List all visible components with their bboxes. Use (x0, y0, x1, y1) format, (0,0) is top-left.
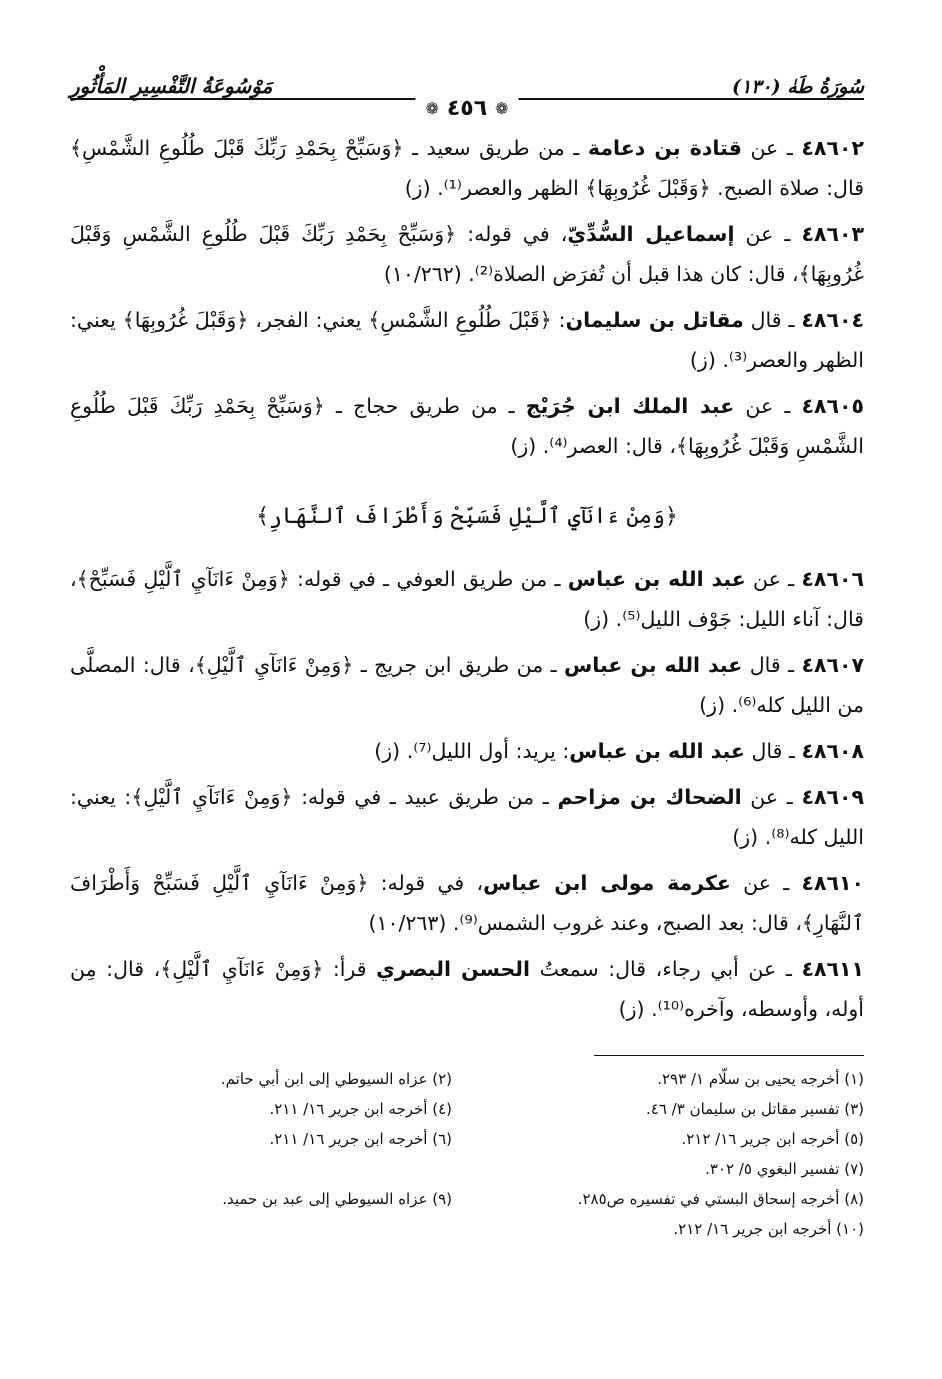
narrator-name: مقاتل بن سليمان (565, 308, 744, 332)
entry-number: ٤٨٦٠٤ (801, 308, 864, 332)
narrator-name: عبد الله بن عباس (567, 567, 746, 591)
narration-entry (70, 645, 864, 725)
entry-prefix: ـ عن أبي رجاء، قال: سمعتُ (530, 957, 802, 981)
footnote-spacer (70, 1216, 452, 1242)
footnote: (٨) أخرجه إسحاق البستي في تفسيره ص٢٨٥. (577, 1190, 864, 1208)
entry-text: ، في قوله: ﴿وَسَبِّحْ بِحَمْدِ رَبِّكَ قَبْلَ طُلُوعِ الشَّمْسِ وَقَبْلَ غُرُوبِهَا﴾، قال: كان هذا قبل أن تُفرَض الصلاة⁽²⁾. (١٠/٢٦٢) (70, 222, 864, 286)
narration-entry (70, 386, 864, 466)
entry-prefix: ـ قال (744, 739, 802, 763)
verse-heading: ﴿وَمِنْ ءَانَآيِ ٱلَّيْلِ فَسَبِّحْ وَأَطْرَافَ ٱلنَّهَارِ﴾ (256, 504, 678, 529)
footnote-divider (594, 1055, 864, 1056)
page-number: ٤٥٦ (446, 96, 488, 121)
footnote: (٩) عزاه السيوطي إلى عبد بن حميد. (222, 1190, 452, 1208)
narrator-name: عكرمة مولى ابن عباس (483, 871, 731, 895)
entry-prefix: ـ قال (743, 308, 802, 332)
entry-number: ٤٨٦١٠ (801, 871, 864, 895)
entry-number: ٤٨٦٠٦ (801, 567, 864, 591)
entry-prefix: ـ قال (742, 653, 802, 677)
entry-text: ـ من طريق سعيد ـ ﴿وَسَبِّحْ بِحَمْدِ رَبِّكَ قَبْلَ طُلُوعِ الشَّمْسِ﴾ قال: صلاة الصبح. ﴿وَقَبْلَ غُرُوبِهَا﴾ الظهر والعصر⁽¹⁾. (ز) (70, 136, 864, 200)
footnote: (٢) عزاه السيوطي إلى ابن أبي حاتم. (220, 1070, 452, 1088)
entry-prefix: ـ عن (734, 222, 802, 246)
footnote: (٤) أخرجه ابن جرير ١٦/ ٢١١. (269, 1100, 452, 1118)
footnote: (١٠) أخرجه ابن جرير ١٦/ ٢١٢. (673, 1220, 864, 1238)
entry-text: ـ من طريق العوفي ـ في قوله: ﴿وَمِنْ ءَانَآيِ ٱلَّيْلِ فَسَبِّحْ﴾، قال: آناء الليل: جَوْف الليل⁽⁵⁾. (ز) (70, 567, 864, 631)
entry-text: ، في قوله: ﴿وَمِنْ ءَانَآيِ ٱلَّيْلِ فَسَبِّحْ وَأَطْرَافَ ٱلنَّهَارِ﴾، قال: بعد الصبح، وعند غروب الشمس⁽⁹⁾. (١٠/٢٦٣) (70, 871, 864, 935)
footnote-spacer (70, 1156, 452, 1182)
entry-text: ـ من طريق حجاج ـ ﴿وَسَبِّحْ بِحَمْدِ رَبِّكَ قَبْلَ طُلُوعِ الشَّمْسِ وَقَبْلَ غُرُوبِهَا﴾، قال: العصر⁽⁴⁾. (ز) (70, 394, 864, 458)
entry-text: ـ من طريق ابن جريج ـ ﴿وَمِنْ ءَانَآيِ ٱلَّيْلِ﴾، قال: المصلَّى من الليل كله⁽⁶⁾. (ز) (70, 653, 864, 717)
narration-entry (70, 777, 864, 857)
narrator-name: الحسن البصري (376, 957, 530, 981)
narrator-name: عبد الله بن عباس (564, 653, 743, 677)
entry-prefix: ـ عن (741, 136, 802, 160)
entry-prefix: ـ عن (734, 394, 802, 418)
narration-entry (70, 731, 864, 771)
entry-number: ٤٨٦١١ (801, 957, 865, 981)
page-body (70, 128, 864, 1242)
footnote: (٦) أخرجه ابن جرير ١٦/ ٢١١. (269, 1130, 452, 1148)
narrator-name: إسماعيل السُّدِّيّ (567, 222, 735, 246)
entry-number: ٤٨٦٠٩ (801, 785, 864, 809)
book-title: مَوْسُوعَةُ التَّفْسِيرِ المَأْثُورِ (70, 74, 273, 98)
footnote: (١) أخرجه يحيى بن سلّام ١/ ٢٩٣. (657, 1070, 864, 1088)
entry-prefix: ـ عن (745, 567, 802, 591)
narration-entry (70, 128, 864, 208)
entry-number: ٤٨٦٠٨ (801, 739, 864, 763)
narrator-name: عبد الله بن عباس (569, 739, 745, 763)
entry-text: ـ من طريق عبيد ـ في قوله: ﴿وَمِنْ ءَانَآيِ ٱلَّيْلِ﴾: يعني: الليل كله⁽⁸⁾. (ز) (70, 785, 864, 849)
footnote: (٥) أخرجه ابن جرير ١٦/ ٢١٢. (681, 1130, 864, 1148)
entry-number: ٤٨٦٠٢ (801, 136, 864, 160)
narrator-name: قتادة بن دعامة (587, 136, 742, 160)
footnotes (70, 1066, 864, 1242)
narrator-name: الضحاك بن مزاحم (557, 785, 742, 809)
narration-entry (70, 559, 864, 639)
narration-entry (70, 300, 864, 380)
entry-number: ٤٨٦٠٧ (801, 653, 865, 677)
entry-prefix: ـ عن (741, 785, 802, 809)
narration-entry (70, 214, 864, 294)
footnote: (٧) تفسير البغوي ٥/ ٣٠٢. (705, 1160, 864, 1178)
surah-title: سُورَةُ طَهٰ (١٣٠) (731, 76, 864, 98)
ornament-icon: ❁ (425, 99, 439, 118)
entry-text: قرأ: ﴿وَمِنْ ءَانَآيِ ٱلَّيْلِ﴾، قال: مِن أوله، وأوسطه، وآخره⁽¹⁰⁾. (ز) (70, 957, 864, 1021)
ornament-icon: ❁ (495, 99, 509, 118)
page-number-box (415, 96, 518, 121)
entry-text: : ﴿قَبْلَ طُلُوعِ الشَّمْسِ﴾ يعني: الفجر، ﴿وَقَبْلَ غُرُوبِهَا﴾ يعني: الظهر والعصر⁽³⁾. (ز) (70, 308, 864, 372)
narration-entry (70, 949, 864, 1029)
narration-entry (70, 863, 864, 943)
entry-number: ٤٨٦٠٣ (801, 222, 864, 246)
entry-number: ٤٨٦٠٥ (801, 394, 864, 418)
footnote: (٣) تفسير مقاتل بن سليمان ٣/ ٤٦. (646, 1100, 864, 1118)
entry-text: : يريد: أول الليل⁽⁷⁾. (ز) (374, 739, 570, 763)
entry-prefix: ـ عن (730, 871, 802, 895)
narrator-name: عبد الملك ابن جُرَيْج (525, 394, 735, 418)
page-header (70, 58, 864, 121)
